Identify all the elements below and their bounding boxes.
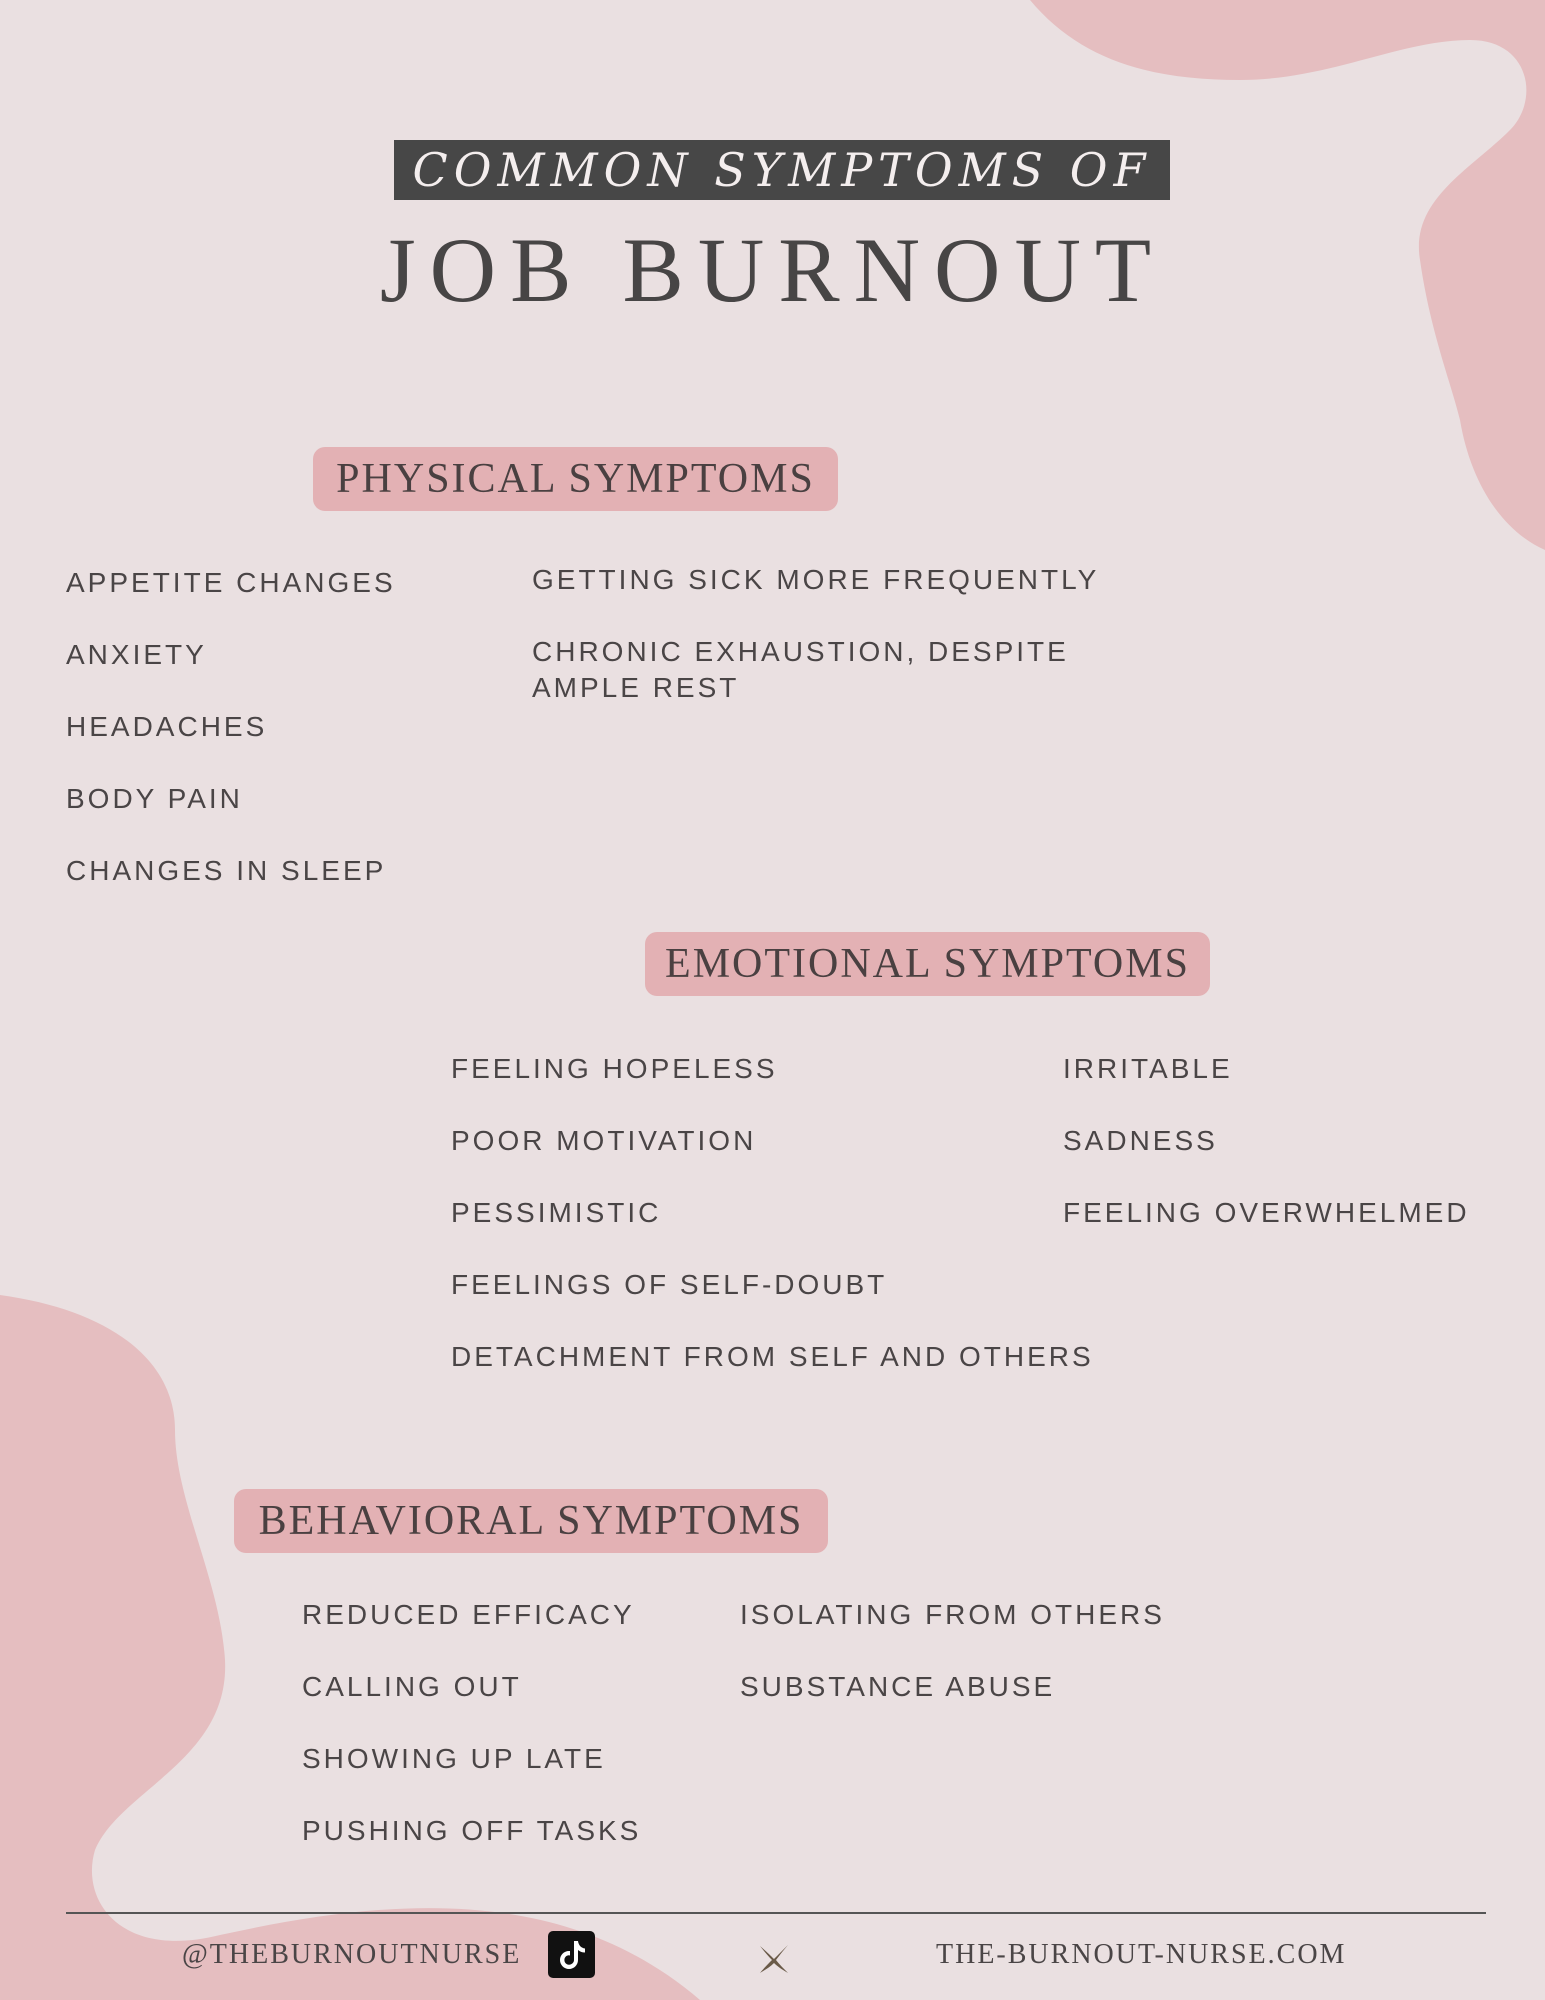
emotional-list-left bbox=[451, 1051, 1094, 1411]
emotional-heading: EMOTIONAL SYMPTOMS bbox=[645, 932, 1210, 996]
emotional-list-right bbox=[1063, 1051, 1470, 1267]
list-item: BODY PAIN bbox=[66, 783, 243, 814]
list-item: HEADACHES bbox=[66, 711, 268, 742]
physical-list-left bbox=[66, 565, 396, 925]
list-item: CHANGES IN SLEEP bbox=[66, 855, 387, 886]
list-item: FEELING OVERWHELMED bbox=[1063, 1197, 1470, 1228]
list-item: CALLING OUT bbox=[302, 1671, 522, 1702]
list-item: ISOLATING FROM OTHERS bbox=[740, 1599, 1165, 1630]
list-item: SUBSTANCE ABUSE bbox=[740, 1671, 1056, 1702]
list-item: ANXIETY bbox=[66, 639, 207, 670]
behavioral-list-left bbox=[302, 1597, 641, 1885]
list-item: DETACHMENT FROM SELF AND OTHERS bbox=[451, 1341, 1094, 1372]
list-item: PUSHING OFF TASKS bbox=[302, 1815, 642, 1846]
tiktok-icon[interactable] bbox=[548, 1931, 595, 1978]
footer-handle[interactable]: @THEBURNOUTNURSE bbox=[182, 1939, 522, 1970]
list-item: CHRONIC EXHAUSTION, DESPITE AMPLE REST bbox=[532, 636, 1069, 703]
behavioral-heading: BEHAVIORAL SYMPTOMS bbox=[234, 1489, 828, 1553]
footer-divider bbox=[66, 1912, 1486, 1914]
sparkle-icon bbox=[757, 1942, 791, 1976]
header-kicker: COMMON SYMPTOMS OF bbox=[394, 140, 1170, 200]
list-item: SADNESS bbox=[1063, 1125, 1218, 1156]
list-item: FEELINGS OF SELF-DOUBT bbox=[451, 1269, 888, 1300]
list-item: APPETITE CHANGES bbox=[66, 567, 396, 598]
list-item: GETTING SICK MORE FREQUENTLY bbox=[532, 564, 1100, 595]
list-item: IRRITABLE bbox=[1063, 1053, 1233, 1084]
page-title: JOB BURNOUT bbox=[379, 219, 1166, 321]
list-item: POOR MOTIVATION bbox=[451, 1125, 757, 1156]
physical-heading: PHYSICAL SYMPTOMS bbox=[313, 447, 838, 511]
list-item: SHOWING UP LATE bbox=[302, 1743, 606, 1774]
physical-list-right bbox=[532, 562, 1132, 706]
list-item: REDUCED EFFICACY bbox=[302, 1599, 635, 1630]
behavioral-list-right bbox=[740, 1597, 1165, 1741]
list-item: PESSIMISTIC bbox=[451, 1197, 662, 1228]
list-item: FEELING HOPELESS bbox=[451, 1053, 778, 1084]
footer-website[interactable]: THE-BURNOUT-NURSE.COM bbox=[936, 1939, 1347, 1970]
